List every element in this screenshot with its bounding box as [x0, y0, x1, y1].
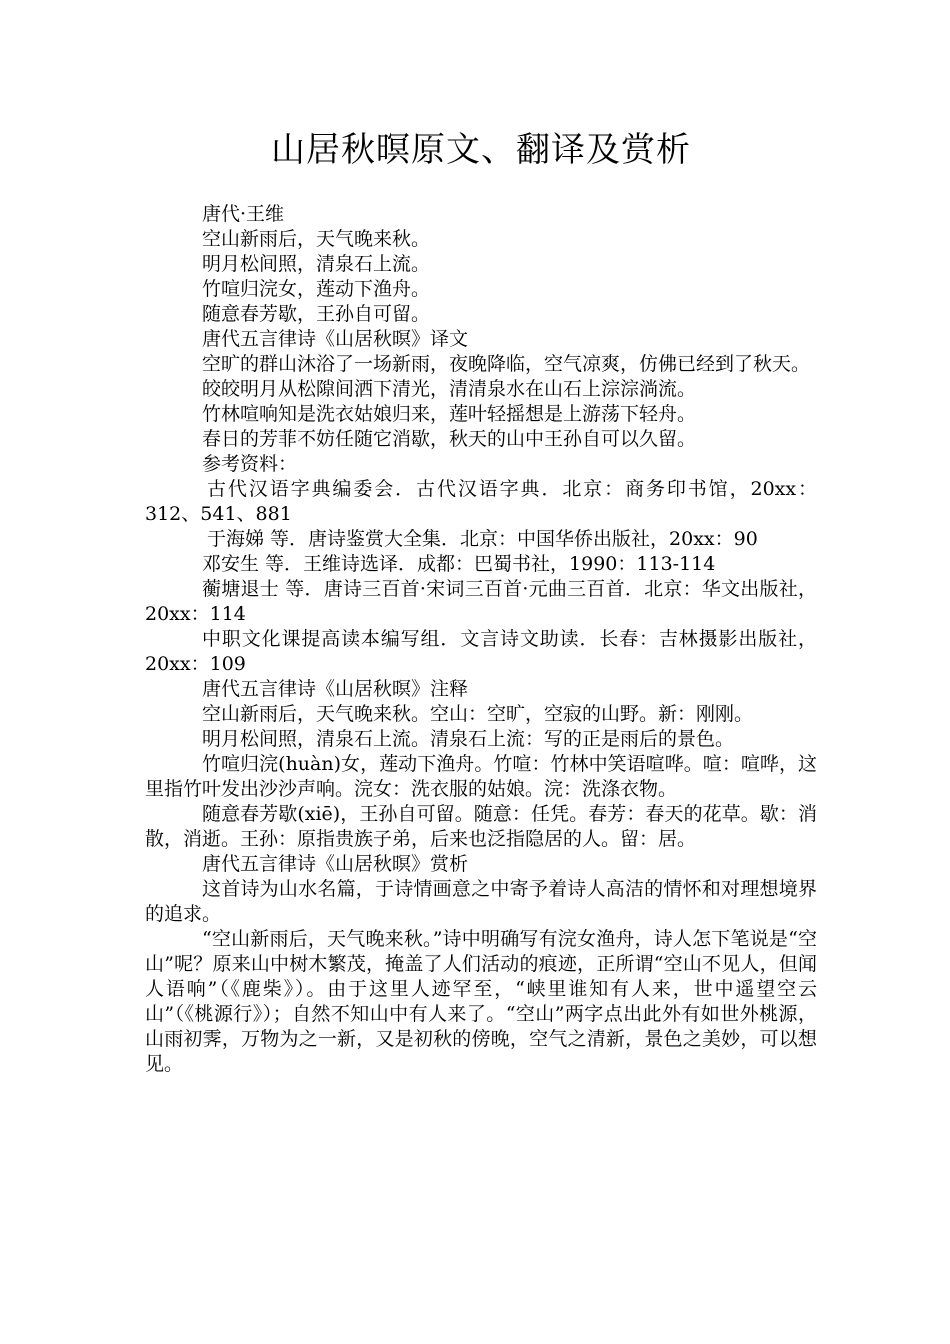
- notes-paragraph: 空山新雨后，天气晚来秋。空山：空旷，空寂的山野。新：刚刚。: [202, 703, 754, 725]
- section-heading-translation: 唐代五言律诗《山居秋暝》译文: [202, 328, 469, 350]
- poem-line: 随意春芳歇，王孙自可留。: [202, 303, 431, 325]
- notes-paragraph: 竹喧归浣(huàn)女，莲动下渔舟。竹喧：竹林中笑语喧哗。喧：喧哗，这里指竹叶发出沙沙声响。浣女：洗衣服的姑娘。浣：洗涤衣物。: [145, 753, 817, 800]
- section-heading-appreciation: 唐代五言律诗《山居秋暝》赏析: [202, 853, 469, 875]
- reference-item: 邓安生 等．王维诗选译．成都：巴蜀书社，1990：113-114: [202, 553, 716, 575]
- notes-paragraph: 随意春芳歇(xiē)，王孙自可留。随意：任凭。春芳：春天的花草。歇：消散，消逝。王孙：原指贵族子弟，后来也泛指隐居的人。留：居。: [145, 803, 817, 850]
- reference-item: 蘅塘退士 等．唐诗三百首·宋词三百首·元曲三百首．北京：华文出版社，20xx：114: [145, 578, 817, 625]
- reference-item: 中职文化课提高读本编写组．文言诗文助读．长春：吉林摄影出版社，20xx：109: [145, 628, 817, 675]
- references-heading: 参考资料：: [202, 453, 298, 475]
- translation-paragraph: 竹林喧响知是洗衣姑娘归来，莲叶轻摇想是上游荡下轻舟。: [202, 403, 697, 425]
- reference-item: 古代汉语字典编委会．古代汉语字典．北京：商务印书馆，20xx：312、541、881: [145, 478, 817, 525]
- appreciation-paragraph: 这首诗为山水名篇，于诗情画意之中寄予着诗人高洁的情怀和对理想境界的追求。: [145, 878, 817, 925]
- reference-item: 于海娣 等．唐诗鉴赏大全集．北京：中国华侨出版社，20xx：90: [207, 528, 758, 550]
- translation-paragraph: 空旷的群山沐浴了一场新雨，夜晚降临，空气凉爽，仿佛已经到了秋天。: [202, 353, 811, 375]
- translation-paragraph: 春日的芳菲不妨任随它消歇，秋天的山中王孙自可以久留。: [202, 428, 697, 450]
- document-title: 山居秋暝原文、翻译及赏析: [271, 130, 691, 170]
- appreciation-paragraph: “空山新雨后，天气晚来秋。”诗中明确写有浣女渔舟，诗人怎下笔说是“空山”呢？原来山中树木繁茂，掩盖了人们活动的痕迹，正所谓“空山不见人，但闻人语响”（《鹿柴》）。由于这里人迹罕至，“峡里谁知有人来，世中遥望空云山”（《桃源行》）；自然不知山中有人来了。“空山”两字点出此外有如世外桃源，山雨初霁，万物为之一新，又是初秋的傍晚，空气之清新，景色之美妙，可以想见。: [145, 928, 817, 1075]
- notes-paragraph: 明月松间照，清泉石上流。清泉石上流：写的正是雨后的景色。: [202, 728, 735, 750]
- author-line: 唐代·王维: [202, 203, 285, 225]
- poem-line: 空山新雨后，天气晚来秋。: [202, 228, 431, 250]
- poem-line: 竹喧归浣女，莲动下渔舟。: [202, 278, 431, 300]
- document-body: [145, 128, 817, 1077]
- section-heading-notes: 唐代五言律诗《山居秋暝》注释: [202, 678, 469, 700]
- translation-paragraph: 皎皎明月从松隙间洒下清光，清清泉水在山石上淙淙淌流。: [202, 378, 697, 400]
- poem-line: 明月松间照，清泉石上流。: [202, 253, 431, 275]
